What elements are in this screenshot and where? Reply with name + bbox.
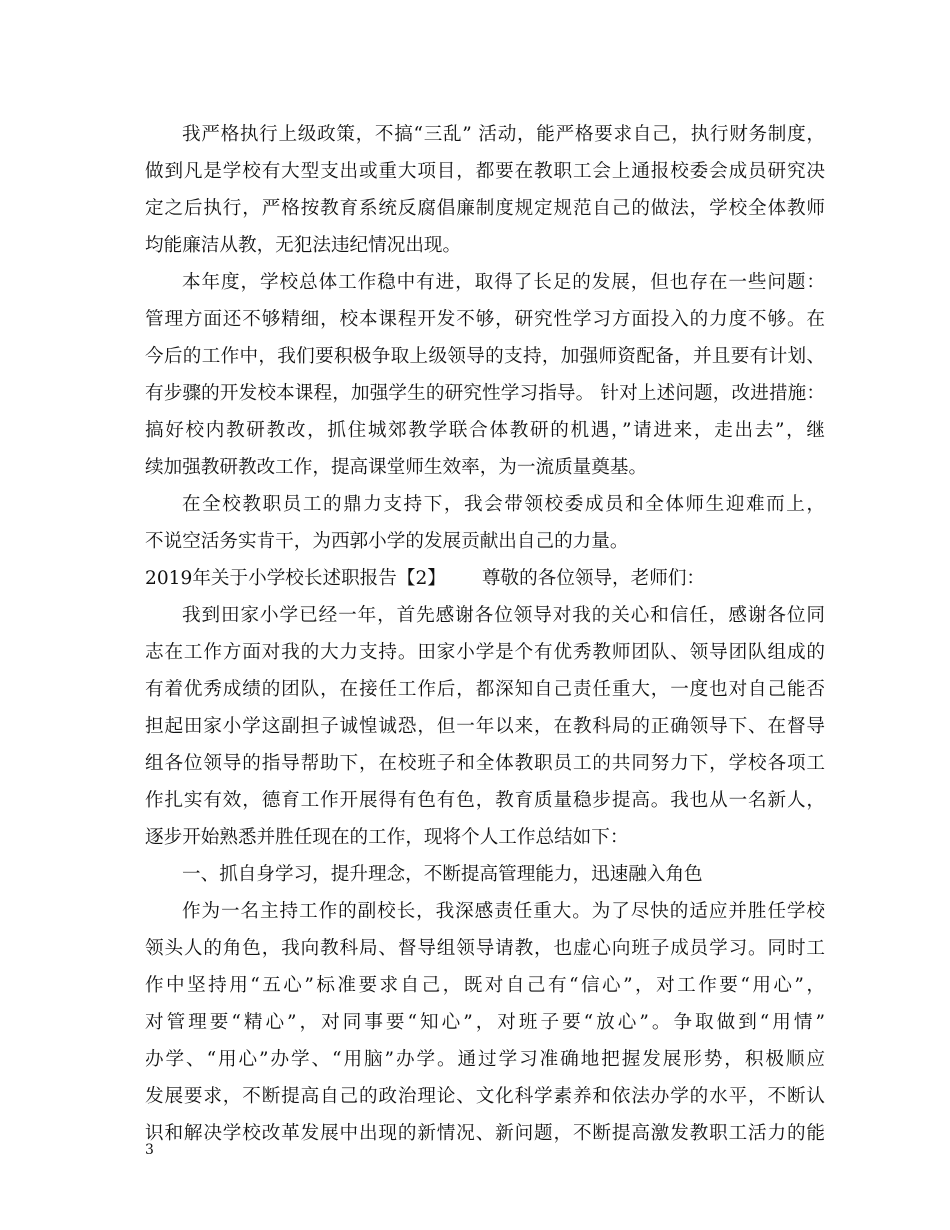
page-number: 3 bbox=[145, 1142, 154, 1158]
paragraph-line: 管理方面还不够精细，校本课程开发不够，研究性学习方面投入的力度不够。在 bbox=[145, 309, 825, 330]
paragraph-line: 对管理要“精心”，对同事要“知心”，对班子要“放心”。争取做到“用情” bbox=[145, 1012, 825, 1033]
paragraph-line: 逐步开始熟悉并胜任现在的工作，现将个人工作总结如下： bbox=[145, 827, 629, 848]
paragraph-line: 定之后执行，严格按教育系统反腐倡廉制度规定规范自己的做法，学校全体教师 bbox=[145, 198, 825, 219]
paragraph-line: 我严格执行上级政策，不搞“三乱” 活动，能严格要求自己，执行财务制度， bbox=[182, 124, 825, 145]
paragraph-line: 搞好校内教研教改，抓住城郊教学联合体教研的机遇，”请进来，走出去”，继 bbox=[145, 420, 825, 441]
paragraph-line: 在全校教职员工的鼎力支持下，我会带领校委成员和全体师生迎难而上， bbox=[182, 494, 825, 515]
report-title: 2019年关于小学校长述职报告【2】 bbox=[145, 568, 446, 589]
paragraph-line: 均能廉洁从教，无犯法违纪情况出现。 bbox=[145, 235, 462, 256]
paragraph-line: 担起田家小学这副担子诚惶诚恐，但一年以来，在教科局的正确领导下、在督导 bbox=[145, 716, 825, 737]
paragraph-line: 识和解决学校改革发展中出现的新情况、新问题，不断提高激发教职工活力的能 bbox=[145, 1123, 825, 1144]
paragraph-line: 续加强教研教改工作，提高课堂师生效率，为一流质量奠基。 bbox=[145, 457, 648, 478]
paragraph-line: 我到田家小学已经一年，首先感谢各位领导对我的关心和信任，感谢各位同 bbox=[182, 605, 825, 626]
document-body bbox=[145, 116, 825, 1152]
paragraph-line: 今后的工作中，我们要积极争取上级领导的支持，加强师资配备，并且要有计划、 bbox=[145, 346, 825, 367]
paragraph-line: 有步骤的开发校本课程，加强学生的研究性学习指导。 针对上述问题，改进措施： bbox=[145, 383, 825, 404]
paragraph-line: 做到凡是学校有大型支出或重大项目，都要在教职工会上通报校委会成员研究决 bbox=[145, 161, 825, 182]
paragraph-line: 不说空活务实肯干，为西郭小学的发展贡献出自己的力量。 bbox=[145, 531, 629, 552]
paragraph-line: 本年度，学校总体工作稳中有进，取得了长足的发展，但也存在一些问题： bbox=[182, 272, 825, 293]
paragraph-line: 有着优秀成绩的团队，在接任工作后，都深知自己责任重大，一度也对自己能否 bbox=[145, 679, 825, 700]
section-heading-line bbox=[145, 560, 825, 597]
paragraph-line: 领头人的角色，我向教科局、督导组领导请教，也虚心向班子成员学习。同时工 bbox=[145, 938, 825, 959]
paragraph-line: 组各位领导的指导帮助下，在校班子和全体教职员工的共同努力下，学校各项工 bbox=[145, 753, 825, 774]
paragraph-line: 发展要求，不断提高自己的政治理论、文化科学素养和依法办学的水平，不断认 bbox=[145, 1086, 825, 1107]
paragraph-line: 志在工作方面对我的大力支持。田家小学是个有优秀教师团队、领导团队组成的 bbox=[145, 642, 825, 663]
paragraph-line: 作扎实有效，德育工作开展得有色有色，教育质量稳步提高。我也从一名新人， bbox=[145, 790, 825, 811]
paragraph-line: 办学、“用心”办学、“用脑”办学。通过学习准确地把握发展形势，积极顺应 bbox=[145, 1049, 825, 1070]
salutation: 尊敬的各位领导，老师们： bbox=[481, 568, 706, 589]
paragraph-line: 作为一名主持工作的副校长，我深感责任重大。为了尽快的适应并胜任学校 bbox=[182, 901, 825, 922]
paragraph-line: 作中坚持用“五心”标准要求自己，既对自己有“信心”，对工作要“用心”， bbox=[145, 975, 825, 996]
subheading-line: 一、抓自身学习，提升理念，不断提高管理能力，迅速融入角色 bbox=[182, 864, 703, 885]
